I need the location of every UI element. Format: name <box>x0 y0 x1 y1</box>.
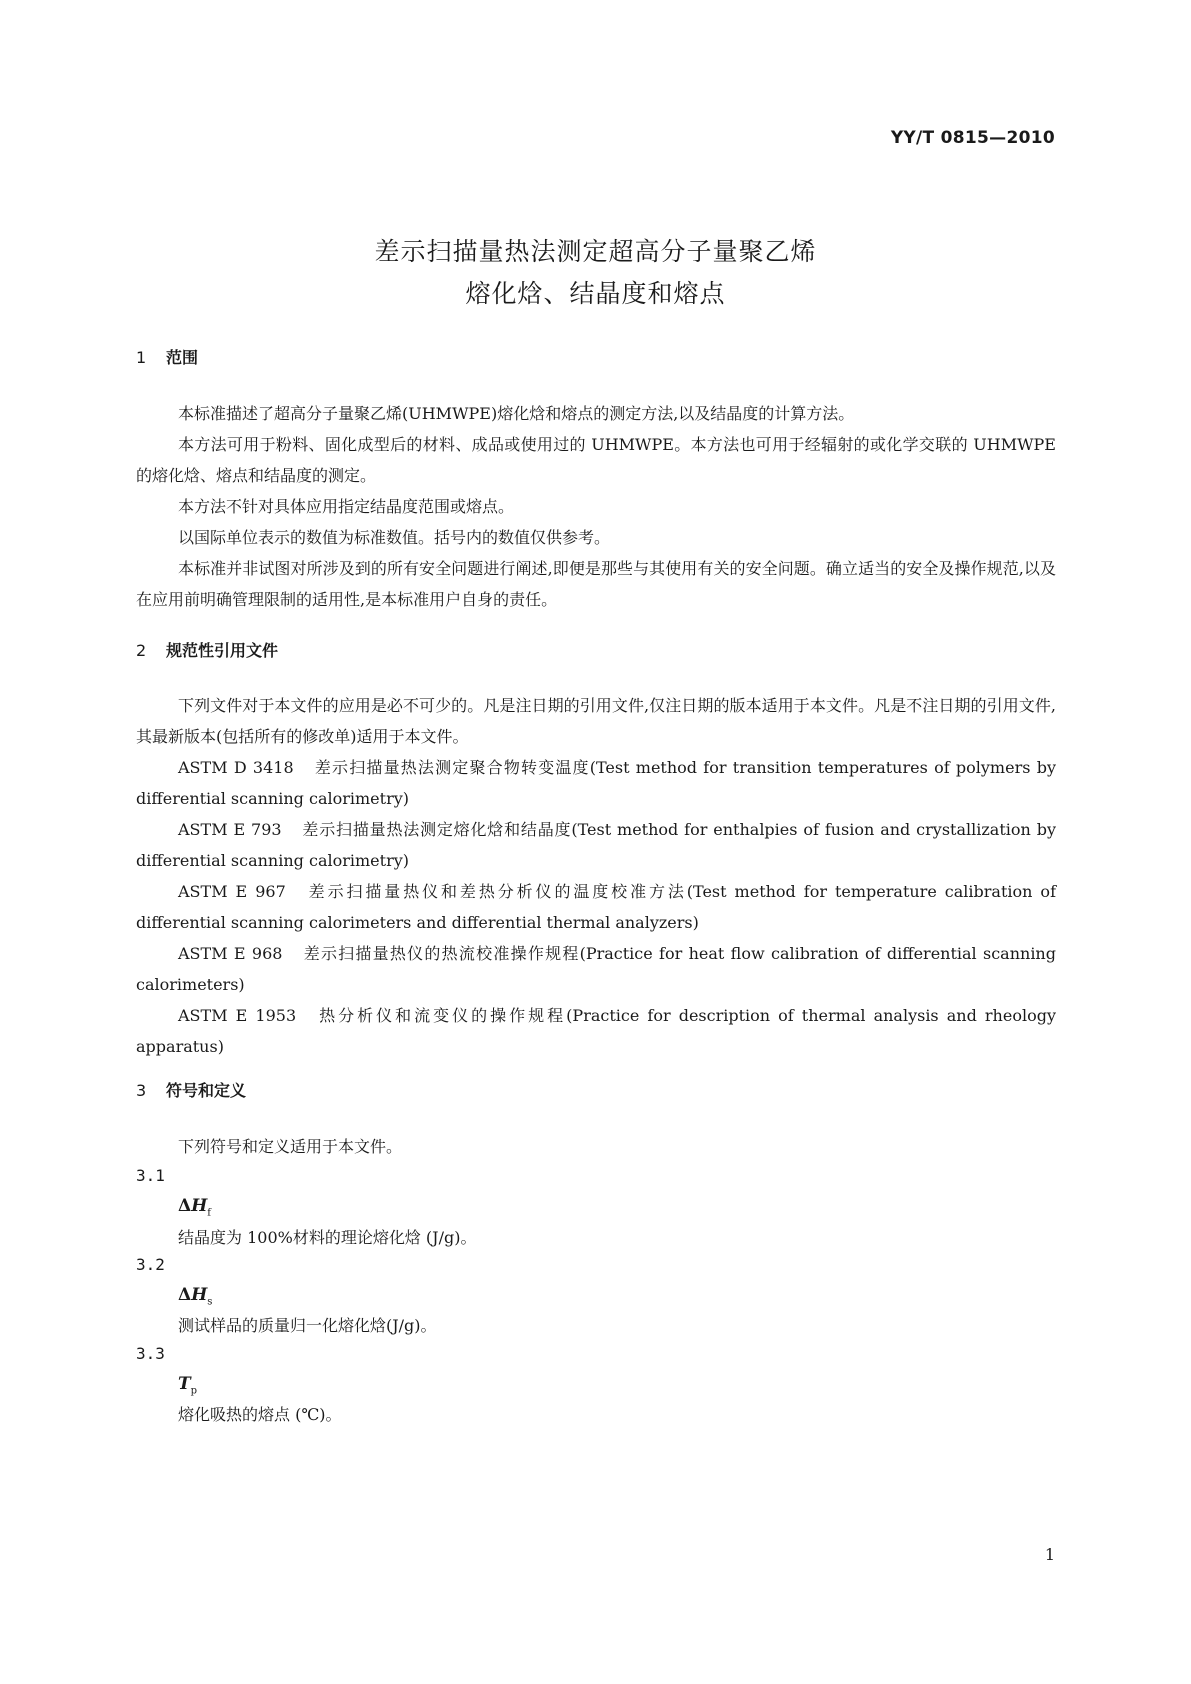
reference-code: ASTM D 3418 <box>178 758 294 777</box>
reference-item <box>136 752 1056 814</box>
section-1-body <box>136 398 1056 615</box>
reference-text: 差示扫描量热法测定熔化焓和结晶度(Test method for enthalpies of fusion and crystallization by differential scanning calorimetry) <box>136 820 1056 870</box>
section-number: 1 <box>136 348 147 367</box>
definition-symbol: $\Delta H_f$ <box>178 1196 211 1219</box>
paragraph: 本标准描述了超高分子量聚乙烯(UHMWPE)熔化焓和熔点的测定方法,以及结晶度的计算方法。 <box>178 404 855 423</box>
reference-code: ASTM E 793 <box>178 820 282 839</box>
definition-symbol: $T_p$ <box>178 1374 198 1397</box>
definition-number: 3.2 <box>136 1255 165 1274</box>
reference-item <box>136 876 1056 938</box>
reference-item <box>136 814 1056 876</box>
definition-text: 结晶度为 100%材料的理论熔化焓 (J/g)。 <box>178 1228 477 1247</box>
section-number: 3 <box>136 1081 147 1100</box>
section-3-heading <box>136 1078 246 1101</box>
reference-code: ASTM E 1953 <box>178 1006 297 1025</box>
reference-text: 差示扫描量热仪和差热分析仪的温度校准方法(Test method for temperature calibration of differential scanning calorimeters and differential thermal analyzers) <box>136 882 1056 932</box>
section-2-heading <box>136 638 278 661</box>
section-title: 符号和定义 <box>166 1081 247 1100</box>
document-title-line2: 熔化焓、结晶度和熔点 <box>465 279 726 308</box>
standard-code: YY/T 0815—2010 <box>890 128 1055 148</box>
definition-text: 测试样品的质量归一化熔化焓(J/g)。 <box>178 1316 437 1335</box>
reference-text: 差示扫描量热仪的热流校准操作规程(Practice for heat flow calibration of differential scanning calorimeters) <box>136 944 1056 994</box>
reference-item <box>136 938 1056 1000</box>
page-number: 1 <box>1044 1545 1055 1564</box>
section-3-intro: 下列符号和定义适用于本文件。 <box>178 1137 403 1156</box>
paragraph: 下列文件对于本文件的应用是必不可少的。凡是注日期的引用文件,仅注日期的版本适用于本文件。凡是不注日期的引用文件,其最新版本(包括所有的修改单)适用于本文件。 <box>136 696 1056 746</box>
paragraph: 本标准并非试图对所涉及到的所有安全问题进行阐述,即便是那些与其使用有关的安全问题。确立适当的安全及操作规范,以及在应用前明确管理限制的适用性,是本标准用户自身的责任。 <box>136 559 1056 609</box>
section-2-body <box>136 690 1056 1062</box>
document-title-line1: 差示扫描量热法测定超高分子量聚乙烯 <box>374 237 817 266</box>
reference-text: 差示扫描量热法测定聚合物转变温度(Test method for transition temperatures of polymers by differential scanning calorimetry) <box>136 758 1056 808</box>
section-1-heading <box>136 345 198 368</box>
section-title: 规范性引用文件 <box>166 641 279 660</box>
definition-number: 3.3 <box>136 1344 165 1363</box>
reference-text: 热分析仪和流变仪的操作规程(Practice for description of thermal analysis and rheology apparatus) <box>136 1006 1056 1056</box>
definition-text: 熔化吸热的熔点 (℃)。 <box>178 1405 342 1424</box>
reference-code: ASTM E 968 <box>178 944 283 963</box>
paragraph: 本方法不针对具体应用指定结晶度范围或熔点。 <box>178 497 515 516</box>
definition-symbol: $\Delta H_s$ <box>178 1285 213 1308</box>
definition-number: 3.1 <box>136 1166 165 1185</box>
paragraph: 以国际单位表示的数值为标准数值。括号内的数值仅供参考。 <box>178 528 611 547</box>
reference-code: ASTM E 967 <box>178 882 286 901</box>
paragraph: 本方法可用于粉料、固化成型后的材料、成品或使用过的 UHMWPE。本方法也可用于经辐射的或化学交联的 UHMWPE 的熔化焓、熔点和结晶度的测定。 <box>136 435 1056 485</box>
section-number: 2 <box>136 641 147 660</box>
section-title: 范围 <box>166 348 199 367</box>
reference-item <box>136 1000 1056 1062</box>
